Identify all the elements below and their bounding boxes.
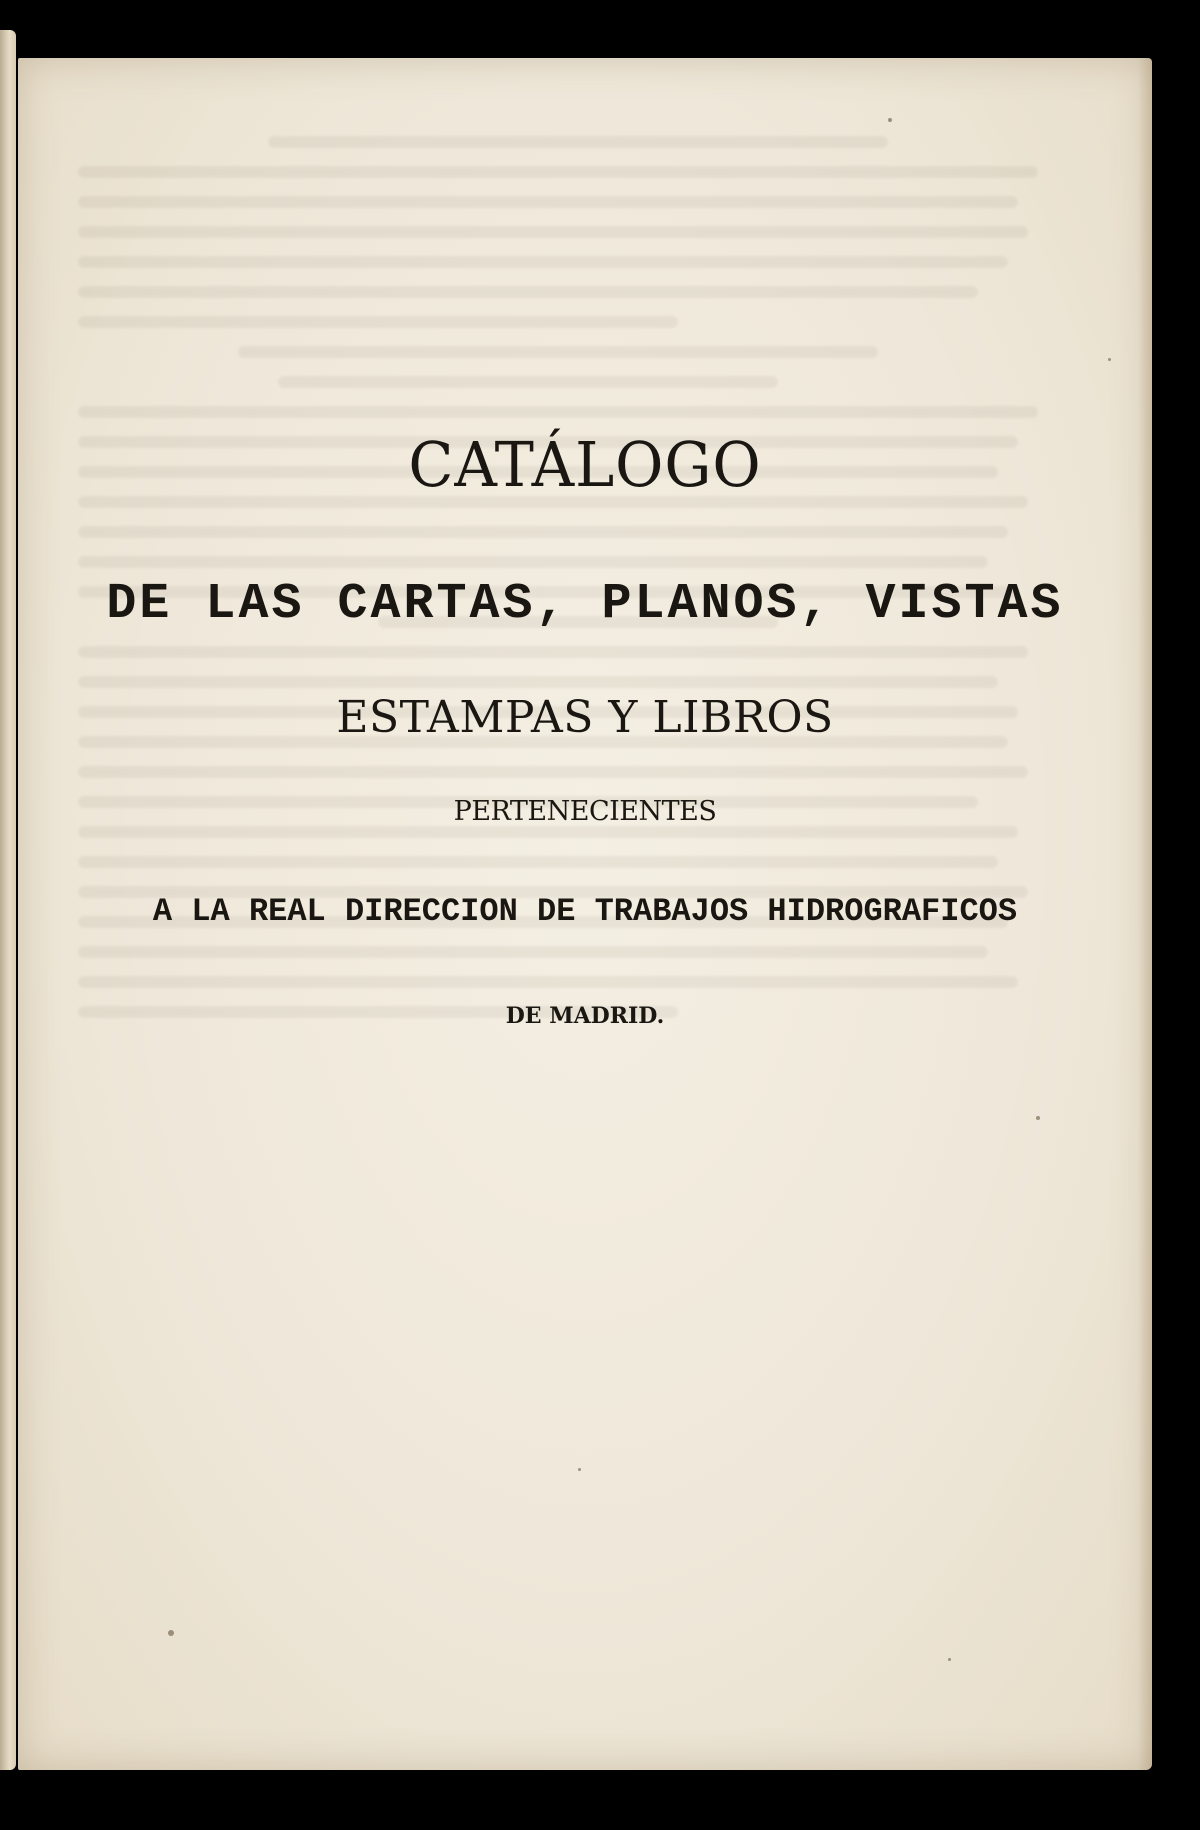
subtitle-line-2: ESTAMPAS Y LIBROS bbox=[336, 692, 834, 743]
subtitle-line-4: A LA REAL DIRECCION DE TRABAJOS HIDROGRAFICOS bbox=[152, 893, 1018, 930]
paper-speck bbox=[888, 118, 892, 122]
subtitle-line-5: DE MADRID. bbox=[505, 1003, 665, 1029]
subtitle-line-3: PERTENECIENTES bbox=[453, 796, 717, 827]
catalog-title-page bbox=[18, 58, 1152, 1770]
paper-speck bbox=[948, 1658, 951, 1661]
subtitle-line-1: DE LAS CARTAS, PLANOS, VISTAS bbox=[106, 576, 1064, 633]
paper-speck bbox=[1036, 1116, 1040, 1120]
facing-page-edge bbox=[0, 30, 16, 1770]
paper-speck bbox=[578, 1468, 581, 1471]
paper-speck bbox=[1108, 358, 1111, 361]
paper-speck bbox=[168, 1630, 174, 1636]
catalog-title: CATÁLOGO bbox=[408, 428, 762, 501]
page-edge-shadow bbox=[1138, 58, 1152, 1770]
